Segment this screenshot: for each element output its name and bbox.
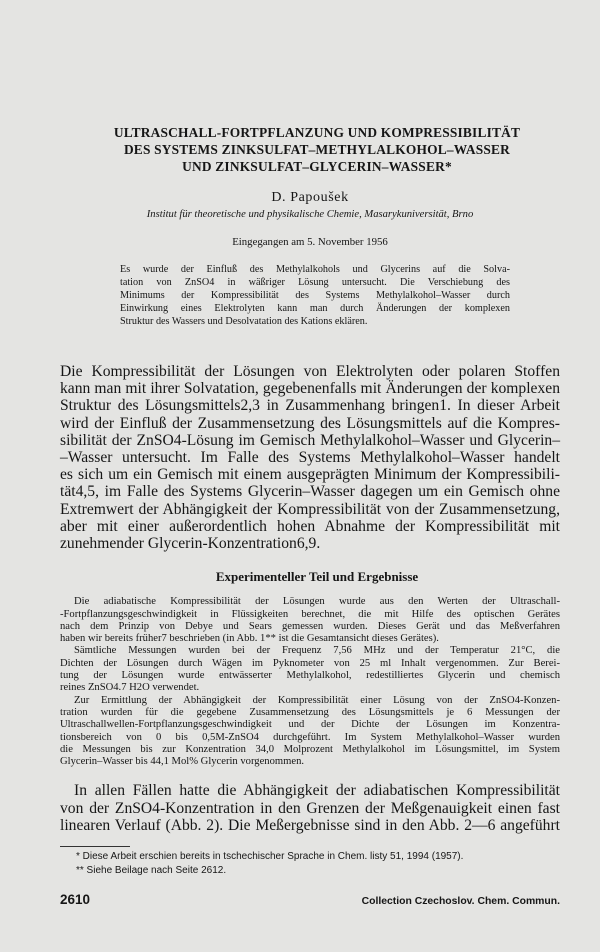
experimental-section — [60, 596, 560, 768]
body-line: -Fortpflanzungsgeschwindigkeit in Flüssigkeiten berechnet, die mit Hilfe des optischen Gerätes — [60, 608, 560, 620]
section-heading: Experimenteller Teil und Ergebnisse — [215, 569, 419, 585]
body-line: tung der Lösungen wurde entwässerter Methylalkohol, redestilliertes Glycerin und chemisch — [60, 670, 560, 682]
body-line: Sämtliche Messungen wurden bei der Frequenz 7,56 MHz und der Temperatur 21°C, die — [74, 645, 560, 657]
abstract-line: Es wurde der Einfluß des Methylalkohols und Glycerins auf die Solva- — [120, 264, 510, 275]
body-line: von der ZnSO4-Konzentration in den Grenzen der Meßgenauigkeit einen fast — [60, 799, 560, 817]
abstract-line: Struktur des Wassers und Desolvatation des Kations eklären. — [120, 316, 368, 327]
body-line: linearen Verlauf (Abb. 2). Die Meßergebnisse sind in den Abb. 2—6 angeführt — [60, 816, 560, 834]
body-line: tionsbereich von 0 bis 0,5M-ZnSO4 durchgeführt. Im System Methylalkohol–Wasser wurden — [60, 731, 560, 743]
affiliation: Institut für theoretische und physikalische Chemie, Masarykuniversität, Brno — [146, 209, 474, 220]
paper-title — [74, 124, 560, 175]
body-line: die Messungen bis zur Konzentration 34,0 Molprozent Methylalkohol im Lösungsmittel, im System — [60, 743, 560, 755]
footnote-divider — [60, 846, 130, 847]
body-line: tration wurden für die gegebene Zusammensetzung des Lösungsmittels je 6 Messungen der — [60, 706, 560, 718]
body-line: Die adiabatische Kompressibilität der Lösungen wurde aus den Werten der Ultraschall- — [74, 596, 560, 608]
author: D. Papoušek — [271, 190, 349, 205]
received-date: Eingegangen am 5. November 1956 — [232, 236, 388, 248]
body-line: Die Kompressibilität der Lösungen von Elektrolyten oder polaren Stoffen — [60, 363, 560, 380]
abstract-line: tation von ZnSO4 in wäßriger Lösung untersucht. Die Verschiebung des — [120, 277, 510, 288]
abstract-line: Minimums der Kompressibilität des Systems Methylalkohol–Wasser durch — [120, 290, 510, 301]
body-line: Dichten der Lösungen durch Wägen im Pyknometer von 25 ml Inhalt vergenommen. Zur Berei- — [60, 657, 560, 669]
body-line: haben wir bereits früher7 beschrieben (in Abb. 1** ist die Gesamtansicht dieses Gerätes). — [60, 633, 439, 645]
body-line: sibilität der ZnSO4-Lösung im Gemisch Methylalkohol–Wasser und Glycerin– — [60, 431, 560, 449]
abstract — [120, 263, 510, 328]
body-line: Extremwert der Abhängigkeit der Kompressibilität von der Zusammensetzung, — [60, 500, 560, 518]
introduction — [60, 363, 560, 552]
body-line: In allen Fällen hatte die Abhängigkeit der adiabatischen Kompressibilität — [74, 782, 560, 800]
body-line: wird der Einfluß der Zusammensetzung des Lösungsmittels auf die Kompres- — [60, 414, 560, 432]
page-footer — [60, 892, 560, 907]
title-line: ULTRASCHALL-FORTPFLANZUNG UND KOMPRESSIBILITÄT — [113, 125, 521, 140]
footnotes — [60, 850, 560, 878]
abstract-line: Einwirkung eines Elektrolyten kann man durch Änderungen der komplexen — [120, 303, 510, 314]
body-line: Struktur des Lösungsmittels2,3 in Zusammenhang bringen1. In dieser Arbeit — [60, 397, 560, 415]
body-line: kann man mit ihrer Solvatation, gegebenenfalls mit Änderungen der komplexen — [60, 380, 560, 398]
body-line: aber mit einer außerordentlich hohen Abnahme der Kompressibilität mit — [60, 517, 560, 535]
body-line: es sich um ein Gemisch mit einem ausgeprägten Minimum der Kompressibili- — [60, 466, 560, 484]
footnote: * Diese Arbeit erschien bereits in tschechischer Sprache in Chem. listy 51, 1994 (1957). — [76, 851, 464, 862]
title-line: UND ZINKSULFAT–GLYCERIN–WASSER* — [182, 159, 452, 174]
body-line: Ultraschallwellen-Fortpflanzungsgeschwindigkeit und der Dichte der Lösungen im Konzentra- — [60, 719, 560, 731]
body-line: nach dem Prinzip von Debye und Sears gemessen wurden. Dieses Gerät und das Meßverfahren — [60, 620, 560, 632]
footnote: ** Siehe Beilage nach Seite 2612. — [76, 865, 227, 876]
journal-name: Collection Czechoslov. Chem. Commun. — [361, 896, 560, 907]
body-line: tät4,5, im Falle des Systems Glycerin–Wasser dagegen um ein Gemisch ohne — [60, 483, 560, 501]
body-line: reines ZnSO4.7 H2O verwendet. — [60, 682, 200, 694]
title-line: DES SYSTEMS ZINKSULFAT–METHYLALKOHOL–WASSER — [123, 142, 511, 157]
body-line: zunehmender Glycerin-Konzentration6,9. — [60, 535, 321, 553]
body-line: Glycerin–Wasser bis 44,1 Mol% Glycerin vorgenommen. — [60, 756, 305, 768]
page-number: 2610 — [60, 892, 91, 907]
body-line: –Wasser untersucht. Im Falle des Systems Methylalkohol–Wasser handelt — [60, 449, 560, 467]
body-line: Zur Ermittlung der Abhängigkeit der Kompressibilität einer Lösung von der ZnSO4-Konzen- — [74, 694, 560, 706]
results-section — [60, 782, 560, 834]
